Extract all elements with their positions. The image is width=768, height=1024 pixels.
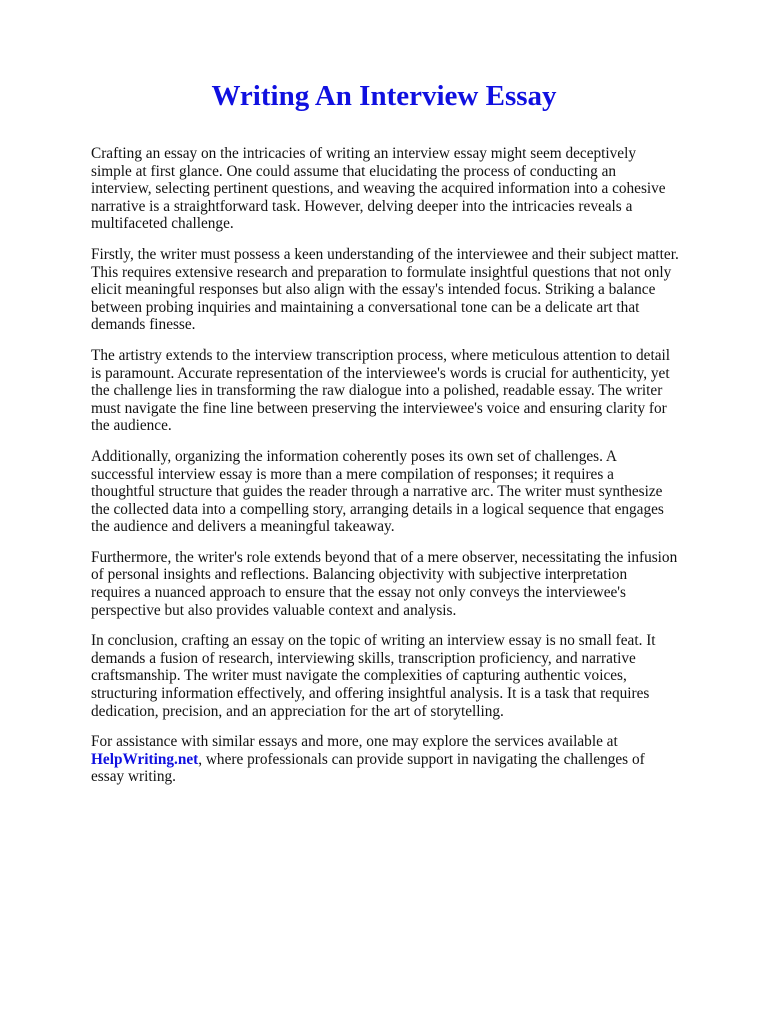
helpwriting-link[interactable]: HelpWriting.net [91, 750, 199, 768]
paragraph-closing [91, 733, 679, 786]
document-body [91, 145, 679, 799]
paragraph-research: Firstly, the writer must possess a keen understanding of the interviewee and their subject matter. This requires extensive research and preparation to formulate insightful questions that not only elicit meaningful responses but also align with the essay's intended focus. Striking a balance between probing inquiries and maintaining a conversational tone can be a delicate art that demands finesse. [91, 245, 679, 334]
paragraph-transcription: The artistry extends to the interview transcription process, where meticulous attention to detail is paramount. Accurate representation of the interviewee's words is crucial for authenticity, yet the challenge lies in transforming the raw dialogue into a polished, readable essay. The writer must navigate the fine line between preserving the interviewee's voice and ensuring clarity for the audience. [91, 346, 670, 435]
closing-text-after: , where professionals can provide support in navigating the challenges of essay writing. [91, 750, 645, 786]
paragraph-conclusion: In conclusion, crafting an essay on the topic of writing an interview essay is no small feat. It demands a fusion of research, interviewing skills, transcription proficiency, and narrative craftsmanship. The writer must navigate the complexities of capturing authentic voices, structuring information effectively, and offering insightful analysis. It is a task that requires dedication, precision, and an appreciation for the art of storytelling. [91, 632, 656, 720]
closing-text-before: For assistance with similar essays and more, one may explore the services available at [91, 733, 618, 751]
document-title: Writing An Interview Essay [211, 80, 557, 112]
paragraph-intro: Crafting an essay on the intricacies of writing an interview essay might seem deceptively simple at first glance. One could assume that elucidating the process of conducting an interview, selecting pertinent questions, and weaving the acquired information into a cohesive narrative is a straightforward task. However, delving deeper into the intricacies reveals a multifaceted challenge. [91, 145, 666, 233]
paragraph-role: Furthermore, the writer's role extends beyond that of a mere observer, necessitating the infusion of personal insights and reflections. Balancing objectivity with subjective interpretation requires a nuanced approach to ensure that the essay not only conveys the interviewee's perspective but also provides valuable context and analysis. [91, 548, 678, 619]
paragraph-organization: Additionally, organizing the information coherently poses its own set of challenges. A successful interview essay is more than a mere compilation of responses; it requires a thoughtful structure that guides the reader through a narrative arc. The writer must synthesize the collected data into a compelling story, arranging details in a logical sequence that engages the audience and delivers a meaningful takeaway. [91, 447, 664, 536]
